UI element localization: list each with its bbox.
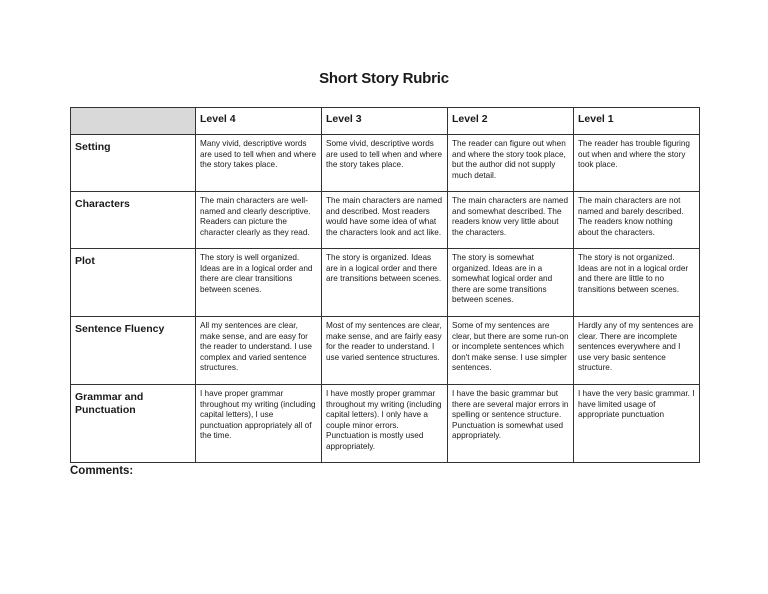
level-3-header: Level 3 — [322, 108, 448, 135]
rubric-cell: The reader can figure out when and where the story took place, but the author did not supply much detail. — [448, 135, 574, 192]
header-corner-cell — [71, 108, 196, 135]
table-row — [71, 192, 700, 249]
rubric-table — [70, 107, 700, 463]
rubric-cell: Some of my sentences are clear, but there are some run-on or incomplete sentences which don't make sense. I use simpler sentences. — [448, 317, 574, 385]
criterion-label: Plot — [71, 249, 196, 317]
rubric-cell: The main characters are named and somewhat described. The readers know very little about the characters. — [448, 192, 574, 249]
level-1-header: Level 1 — [574, 108, 700, 135]
rubric-cell: I have proper grammar throughout my writing (including capital letters), I use punctuation appropriately all of the time. — [196, 385, 322, 463]
criterion-label: Grammar and Punctuation — [71, 385, 196, 463]
table-row — [71, 135, 700, 192]
rubric-cell: I have the basic grammar but there are several major errors in spelling or sentence structure. Punctuation is somewhat used appropriately. — [448, 385, 574, 463]
criterion-label: Sentence Fluency — [71, 317, 196, 385]
rubric-cell: The main characters are not named and barely described. The readers know nothing about the characters. — [574, 192, 700, 249]
page-title: Short Story Rubric — [319, 70, 449, 87]
table-row — [71, 317, 700, 385]
criterion-label: Characters — [71, 192, 196, 249]
rubric-cell: The main characters are well-named and clearly descriptive. Readers can picture the character clearly as they read. — [196, 192, 322, 249]
rubric-cell: The story is not organized. Ideas are not in a logical order and there are little to no transitions between scenes. — [574, 249, 700, 317]
header-row — [71, 108, 700, 135]
comments-label: Comments: — [70, 465, 134, 477]
rubric-cell: The story is somewhat organized. Ideas are in a somewhat logical order and there are some transitions between scenes. — [448, 249, 574, 317]
rubric-cell: Hardly any of my sentences are clear. There are incomplete sentences everywhere and I use very basic sentence structure. — [574, 317, 700, 385]
rubric-cell: All my sentences are clear, make sense, and are easy for the reader to understand. I use complex and varied sentence structures. — [196, 317, 322, 385]
rubric-cell: I have mostly proper grammar throughout my writing (including capital letters). I only have a couple minor errors. Punctuation is mostly used appropriately. — [322, 385, 448, 463]
level-4-header: Level 4 — [196, 108, 322, 135]
rubric-cell: The reader has trouble figuring out when and where the story took place. — [574, 135, 700, 192]
table-row — [71, 249, 700, 317]
criterion-label: Setting — [71, 135, 196, 192]
rubric-cell: Most of my sentences are clear, make sense, and are fairly easy for the reader to understand. I use varied sentence structures. — [322, 317, 448, 385]
rubric-cell: I have the very basic grammar. I have limited usage of appropriate punctuation — [574, 385, 700, 463]
level-2-header: Level 2 — [448, 108, 574, 135]
table-row — [71, 385, 700, 463]
rubric-cell: Many vivid, descriptive words are used to tell when and where the story takes place. — [196, 135, 322, 192]
rubric-cell: The story is well organized. Ideas are in a logical order and there are clear transitions between scenes. — [196, 249, 322, 317]
rubric-cell: The story is organized. Ideas are in a logical order and there are transitions between scenes. — [322, 249, 448, 317]
rubric-cell: The main characters are named and described. Most readers would have some idea of what the characters look and act like. — [322, 192, 448, 249]
rubric-cell: Some vivid, descriptive words are used to tell when and where the story takes place. — [322, 135, 448, 192]
